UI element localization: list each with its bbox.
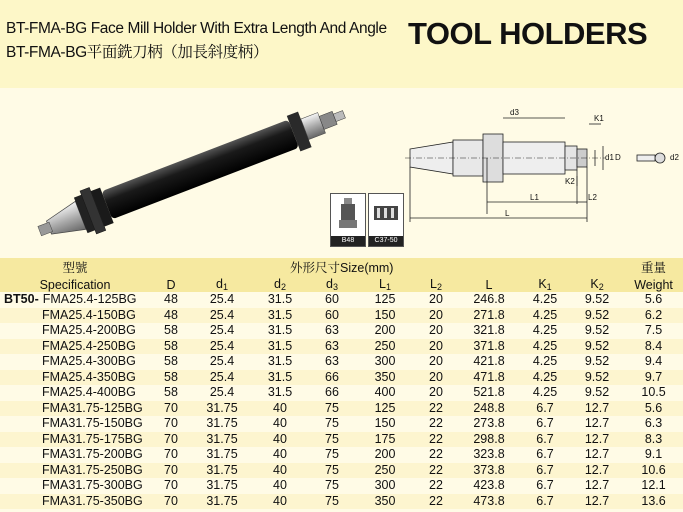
column-header-main: d — [326, 277, 333, 291]
cell-l2: 22 — [414, 478, 458, 494]
cell-k2: 12.7 — [570, 401, 624, 417]
cell-l: 323.8 — [458, 447, 520, 463]
cell-l2: 20 — [414, 370, 458, 386]
spec-cell — [0, 447, 150, 463]
accessory-pull-stud — [330, 193, 366, 247]
spec-code: FMA31.75-200BG — [42, 447, 143, 461]
cell-d2: 40 — [252, 463, 308, 479]
spec-cell — [0, 463, 150, 479]
spec-header-en: Specification — [0, 276, 150, 292]
table-row — [0, 370, 683, 386]
dimension-label-d: D — [615, 153, 621, 162]
dimension-label-k2: K2 — [565, 177, 575, 186]
column-header-subscript: 1 — [385, 282, 391, 292]
accessory-face-mill — [368, 193, 404, 247]
cell-l: 423.8 — [458, 478, 520, 494]
cell-l: 248.8 — [458, 401, 520, 417]
cell-d2: 31.5 — [252, 339, 308, 355]
dimension-label-d2: d2 — [670, 153, 679, 162]
cell-k1: 6.7 — [520, 416, 570, 432]
column-header-subscript: 1 — [222, 282, 228, 292]
cell-d2: 31.5 — [252, 370, 308, 386]
cell-k1: 4.25 — [520, 308, 570, 324]
cell-d1: 31.75 — [192, 401, 252, 417]
column-header — [252, 276, 308, 292]
cell-k1: 4.25 — [520, 385, 570, 401]
cell-d1: 25.4 — [192, 354, 252, 370]
column-header-main: K — [538, 277, 547, 291]
cell-l2: 22 — [414, 494, 458, 510]
spec-cell — [0, 385, 150, 401]
cell-d1: 25.4 — [192, 339, 252, 355]
cell-d: 70 — [150, 416, 192, 432]
cell-d2: 40 — [252, 416, 308, 432]
cell-d2: 31.5 — [252, 385, 308, 401]
spec-code: FMA25.4-300BG — [42, 354, 136, 368]
table-row — [0, 494, 683, 510]
cell-l: 273.8 — [458, 416, 520, 432]
cell-k2: 12.7 — [570, 416, 624, 432]
specification-rows — [0, 292, 683, 509]
cell-d1: 25.4 — [192, 370, 252, 386]
cell-l: 246.8 — [458, 292, 520, 308]
cell-k1: 6.7 — [520, 463, 570, 479]
face-mill-cutter-icon — [369, 194, 403, 236]
spec-header-zh: 型號 — [0, 258, 150, 276]
cell-weight: 6.2 — [624, 308, 683, 324]
cell-d3: 75 — [308, 401, 356, 417]
cell-d2: 40 — [252, 447, 308, 463]
cell-k2: 9.52 — [570, 354, 624, 370]
cell-l2: 20 — [414, 323, 458, 339]
cell-weight: 7.5 — [624, 323, 683, 339]
column-header-main: K — [590, 277, 599, 291]
cell-d3: 75 — [308, 432, 356, 448]
table-row — [0, 432, 683, 448]
cell-l1: 175 — [356, 432, 414, 448]
weight-header-en: Weight — [624, 276, 683, 292]
cell-weight: 8.3 — [624, 432, 683, 448]
cell-k2: 9.52 — [570, 339, 624, 355]
product-title-english: BT-FMA-BG Face Mill Holder With Extra Length And Angle — [6, 20, 387, 37]
spec-cell — [0, 416, 150, 432]
cell-weight: 9.7 — [624, 370, 683, 386]
spec-code: FMA25.4-200BG — [42, 323, 136, 337]
cell-weight: 10.6 — [624, 463, 683, 479]
cell-k1: 4.25 — [520, 354, 570, 370]
cell-d1: 25.4 — [192, 323, 252, 339]
spec-code: FMA31.75-175BG — [42, 431, 143, 446]
cell-l2: 20 — [414, 354, 458, 370]
column-header-main: L — [430, 277, 437, 291]
cell-k2: 9.52 — [570, 370, 624, 386]
cell-d1: 31.75 — [192, 463, 252, 479]
cell-l: 473.8 — [458, 494, 520, 510]
spec-cell — [0, 292, 150, 308]
column-header-subscript: 1 — [546, 282, 552, 292]
spec-code: FMA31.75-350BG — [42, 493, 143, 508]
table-row — [0, 416, 683, 432]
cell-k1: 4.25 — [520, 370, 570, 386]
cell-l1: 300 — [356, 354, 414, 370]
cell-l1: 125 — [356, 401, 414, 417]
cell-k2: 9.52 — [570, 292, 624, 308]
cell-k2: 9.52 — [570, 385, 624, 401]
cell-d3: 75 — [308, 416, 356, 432]
cell-l1: 200 — [356, 323, 414, 339]
spec-code: FMA31.75-300BG — [42, 478, 143, 492]
cell-d: 70 — [150, 447, 192, 463]
spec-cell — [0, 339, 150, 355]
cell-weight: 10.5 — [624, 385, 683, 401]
table-row — [0, 385, 683, 401]
column-header — [570, 276, 624, 292]
dimension-label-l1: L1 — [530, 193, 539, 202]
cell-l2: 20 — [414, 292, 458, 308]
cell-l: 373.8 — [458, 463, 520, 479]
cell-weight: 12.1 — [624, 478, 683, 494]
cell-d3: 63 — [308, 339, 356, 355]
cell-l2: 22 — [414, 463, 458, 479]
spec-cell — [0, 478, 150, 494]
table-row — [0, 354, 683, 370]
cell-d3: 60 — [308, 308, 356, 324]
cell-d1: 25.4 — [192, 292, 252, 308]
column-header — [356, 276, 414, 292]
cell-d3: 63 — [308, 323, 356, 339]
spec-cell — [0, 401, 150, 417]
cell-l1: 300 — [356, 478, 414, 494]
cell-d: 48 — [150, 308, 192, 324]
dimension-label-d3: d3 — [510, 108, 519, 117]
cell-l2: 20 — [414, 385, 458, 401]
cell-k2: 9.52 — [570, 323, 624, 339]
cell-d2: 40 — [252, 401, 308, 417]
table-row — [0, 463, 683, 479]
cell-l2: 20 — [414, 339, 458, 355]
cell-d1: 31.75 — [192, 432, 252, 448]
cell-d1: 31.75 — [192, 416, 252, 432]
cell-l2: 20 — [414, 308, 458, 324]
column-header — [414, 276, 458, 292]
cell-l: 271.8 — [458, 308, 520, 324]
cell-weight: 5.6 — [624, 401, 683, 417]
cell-k2: 12.7 — [570, 447, 624, 463]
cell-k1: 6.7 — [520, 494, 570, 510]
spec-cell — [0, 323, 150, 339]
accessory-caption: C37-50 — [369, 236, 403, 246]
cell-l: 371.8 — [458, 339, 520, 355]
accessory-caption: B48 — [331, 236, 365, 246]
column-header-subscript: 2 — [280, 282, 286, 292]
cell-d2: 31.5 — [252, 323, 308, 339]
cell-l: 471.8 — [458, 370, 520, 386]
column-header — [520, 276, 570, 292]
table-row — [0, 308, 683, 324]
spec-cell — [0, 354, 150, 370]
table-row — [0, 478, 683, 494]
cell-k2: 12.7 — [570, 432, 624, 448]
cell-k1: 6.7 — [520, 447, 570, 463]
table-row — [0, 292, 683, 308]
cell-k2: 12.7 — [570, 463, 624, 479]
section-brand-title: TOOL HOLDERS — [408, 16, 648, 51]
spec-cell — [0, 432, 150, 448]
cell-k1: 4.25 — [520, 292, 570, 308]
cell-k1: 6.7 — [520, 478, 570, 494]
cell-k1: 4.25 — [520, 339, 570, 355]
cell-d3: 75 — [308, 463, 356, 479]
cell-d: 70 — [150, 401, 192, 417]
cell-k2: 9.52 — [570, 308, 624, 324]
spec-code: FMA31.75-250BG — [42, 462, 143, 477]
cell-d: 70 — [150, 463, 192, 479]
cell-l1: 250 — [356, 463, 414, 479]
table-row — [0, 401, 683, 417]
cell-weight: 6.3 — [624, 416, 683, 432]
cell-l2: 22 — [414, 416, 458, 432]
spec-code: FMA25.4-125BG — [42, 292, 137, 306]
cell-l: 521.8 — [458, 385, 520, 401]
dimension-label-d1: d1 — [605, 153, 614, 162]
cell-d3: 75 — [308, 478, 356, 494]
cell-d3: 66 — [308, 370, 356, 386]
cell-d3: 63 — [308, 354, 356, 370]
spec-code: FMA25.4-250BG — [42, 338, 136, 353]
dimension-label-l2: L2 — [588, 193, 597, 202]
spec-code: FMA25.4-400BG — [42, 385, 136, 399]
column-header-subscript: 2 — [598, 282, 604, 292]
column-header — [192, 276, 252, 292]
catalog-header — [0, 0, 683, 88]
cell-l1: 150 — [356, 308, 414, 324]
cell-d: 58 — [150, 339, 192, 355]
spec-code: FMA31.75-125BG — [42, 400, 143, 415]
cell-d: 58 — [150, 385, 192, 401]
cell-l: 421.8 — [458, 354, 520, 370]
pull-stud-icon — [331, 194, 365, 236]
cell-d1: 25.4 — [192, 308, 252, 324]
cell-l1: 200 — [356, 447, 414, 463]
spec-code: FMA31.75-150BG — [42, 416, 143, 430]
dimension-label-k1: K1 — [594, 114, 604, 123]
cell-d3: 75 — [308, 494, 356, 510]
cell-l1: 125 — [356, 292, 414, 308]
column-header-main: D — [166, 278, 176, 292]
cell-l1: 350 — [356, 494, 414, 510]
weight-header-zh: 重量 — [624, 258, 683, 276]
cell-d2: 40 — [252, 478, 308, 494]
cell-l1: 250 — [356, 339, 414, 355]
column-header — [308, 276, 356, 292]
table-row — [0, 339, 683, 355]
cell-weight: 8.4 — [624, 339, 683, 355]
cell-d1: 31.75 — [192, 478, 252, 494]
cell-weight: 9.1 — [624, 447, 683, 463]
table-row — [0, 447, 683, 463]
column-header-main: L — [485, 278, 493, 292]
specification-table — [0, 258, 683, 509]
cell-d1: 31.75 — [192, 447, 252, 463]
cell-weight: 5.6 — [624, 292, 683, 308]
cell-k2: 12.7 — [570, 494, 624, 510]
cell-d1: 25.4 — [192, 385, 252, 401]
technical-drawing — [405, 104, 683, 229]
cell-d: 70 — [150, 432, 192, 448]
cell-l1: 400 — [356, 385, 414, 401]
column-header — [458, 276, 520, 292]
cell-d2: 31.5 — [252, 308, 308, 324]
column-header-main: d — [216, 277, 223, 291]
column-header-subscript: 3 — [332, 282, 338, 292]
cell-l2: 22 — [414, 401, 458, 417]
cell-l: 298.8 — [458, 432, 520, 448]
cell-d: 70 — [150, 494, 192, 510]
cell-k1: 6.7 — [520, 401, 570, 417]
product-title-chinese: BT-FMA-BG平面銑刀柄（加長斜度柄） — [6, 44, 268, 61]
column-header-main: L — [379, 277, 386, 291]
cell-l2: 22 — [414, 447, 458, 463]
cell-d3: 75 — [308, 447, 356, 463]
spec-code: FMA25.4-350BG — [42, 369, 136, 384]
cell-d1: 31.75 — [192, 494, 252, 510]
cell-l2: 22 — [414, 432, 458, 448]
cell-k2: 12.7 — [570, 478, 624, 494]
column-header — [150, 276, 192, 292]
cell-d2: 40 — [252, 432, 308, 448]
cell-d: 58 — [150, 370, 192, 386]
cell-d: 58 — [150, 323, 192, 339]
dims-header: 外形尺寸Size(mm) — [150, 258, 624, 276]
cell-d: 58 — [150, 354, 192, 370]
spec-cell — [0, 308, 150, 324]
cell-l1: 150 — [356, 416, 414, 432]
cell-d2: 31.5 — [252, 292, 308, 308]
cell-d: 70 — [150, 478, 192, 494]
dimension-label-l: L — [505, 209, 510, 218]
series-group-label: BT50- — [4, 292, 39, 306]
spec-code: FMA25.4-150BG — [42, 307, 136, 322]
table-row — [0, 323, 683, 339]
cell-d2: 40 — [252, 494, 308, 510]
spec-cell — [0, 494, 150, 510]
cell-weight: 9.4 — [624, 354, 683, 370]
column-header-main: d — [274, 277, 281, 291]
cell-d: 48 — [150, 292, 192, 308]
cell-l: 321.8 — [458, 323, 520, 339]
cell-k1: 4.25 — [520, 323, 570, 339]
spec-cell — [0, 370, 150, 386]
cell-d3: 60 — [308, 292, 356, 308]
column-header-subscript: 2 — [436, 282, 442, 292]
cell-l1: 350 — [356, 370, 414, 386]
cell-k1: 6.7 — [520, 432, 570, 448]
cell-d3: 66 — [308, 385, 356, 401]
cell-d2: 31.5 — [252, 354, 308, 370]
cell-weight: 13.6 — [624, 494, 683, 510]
